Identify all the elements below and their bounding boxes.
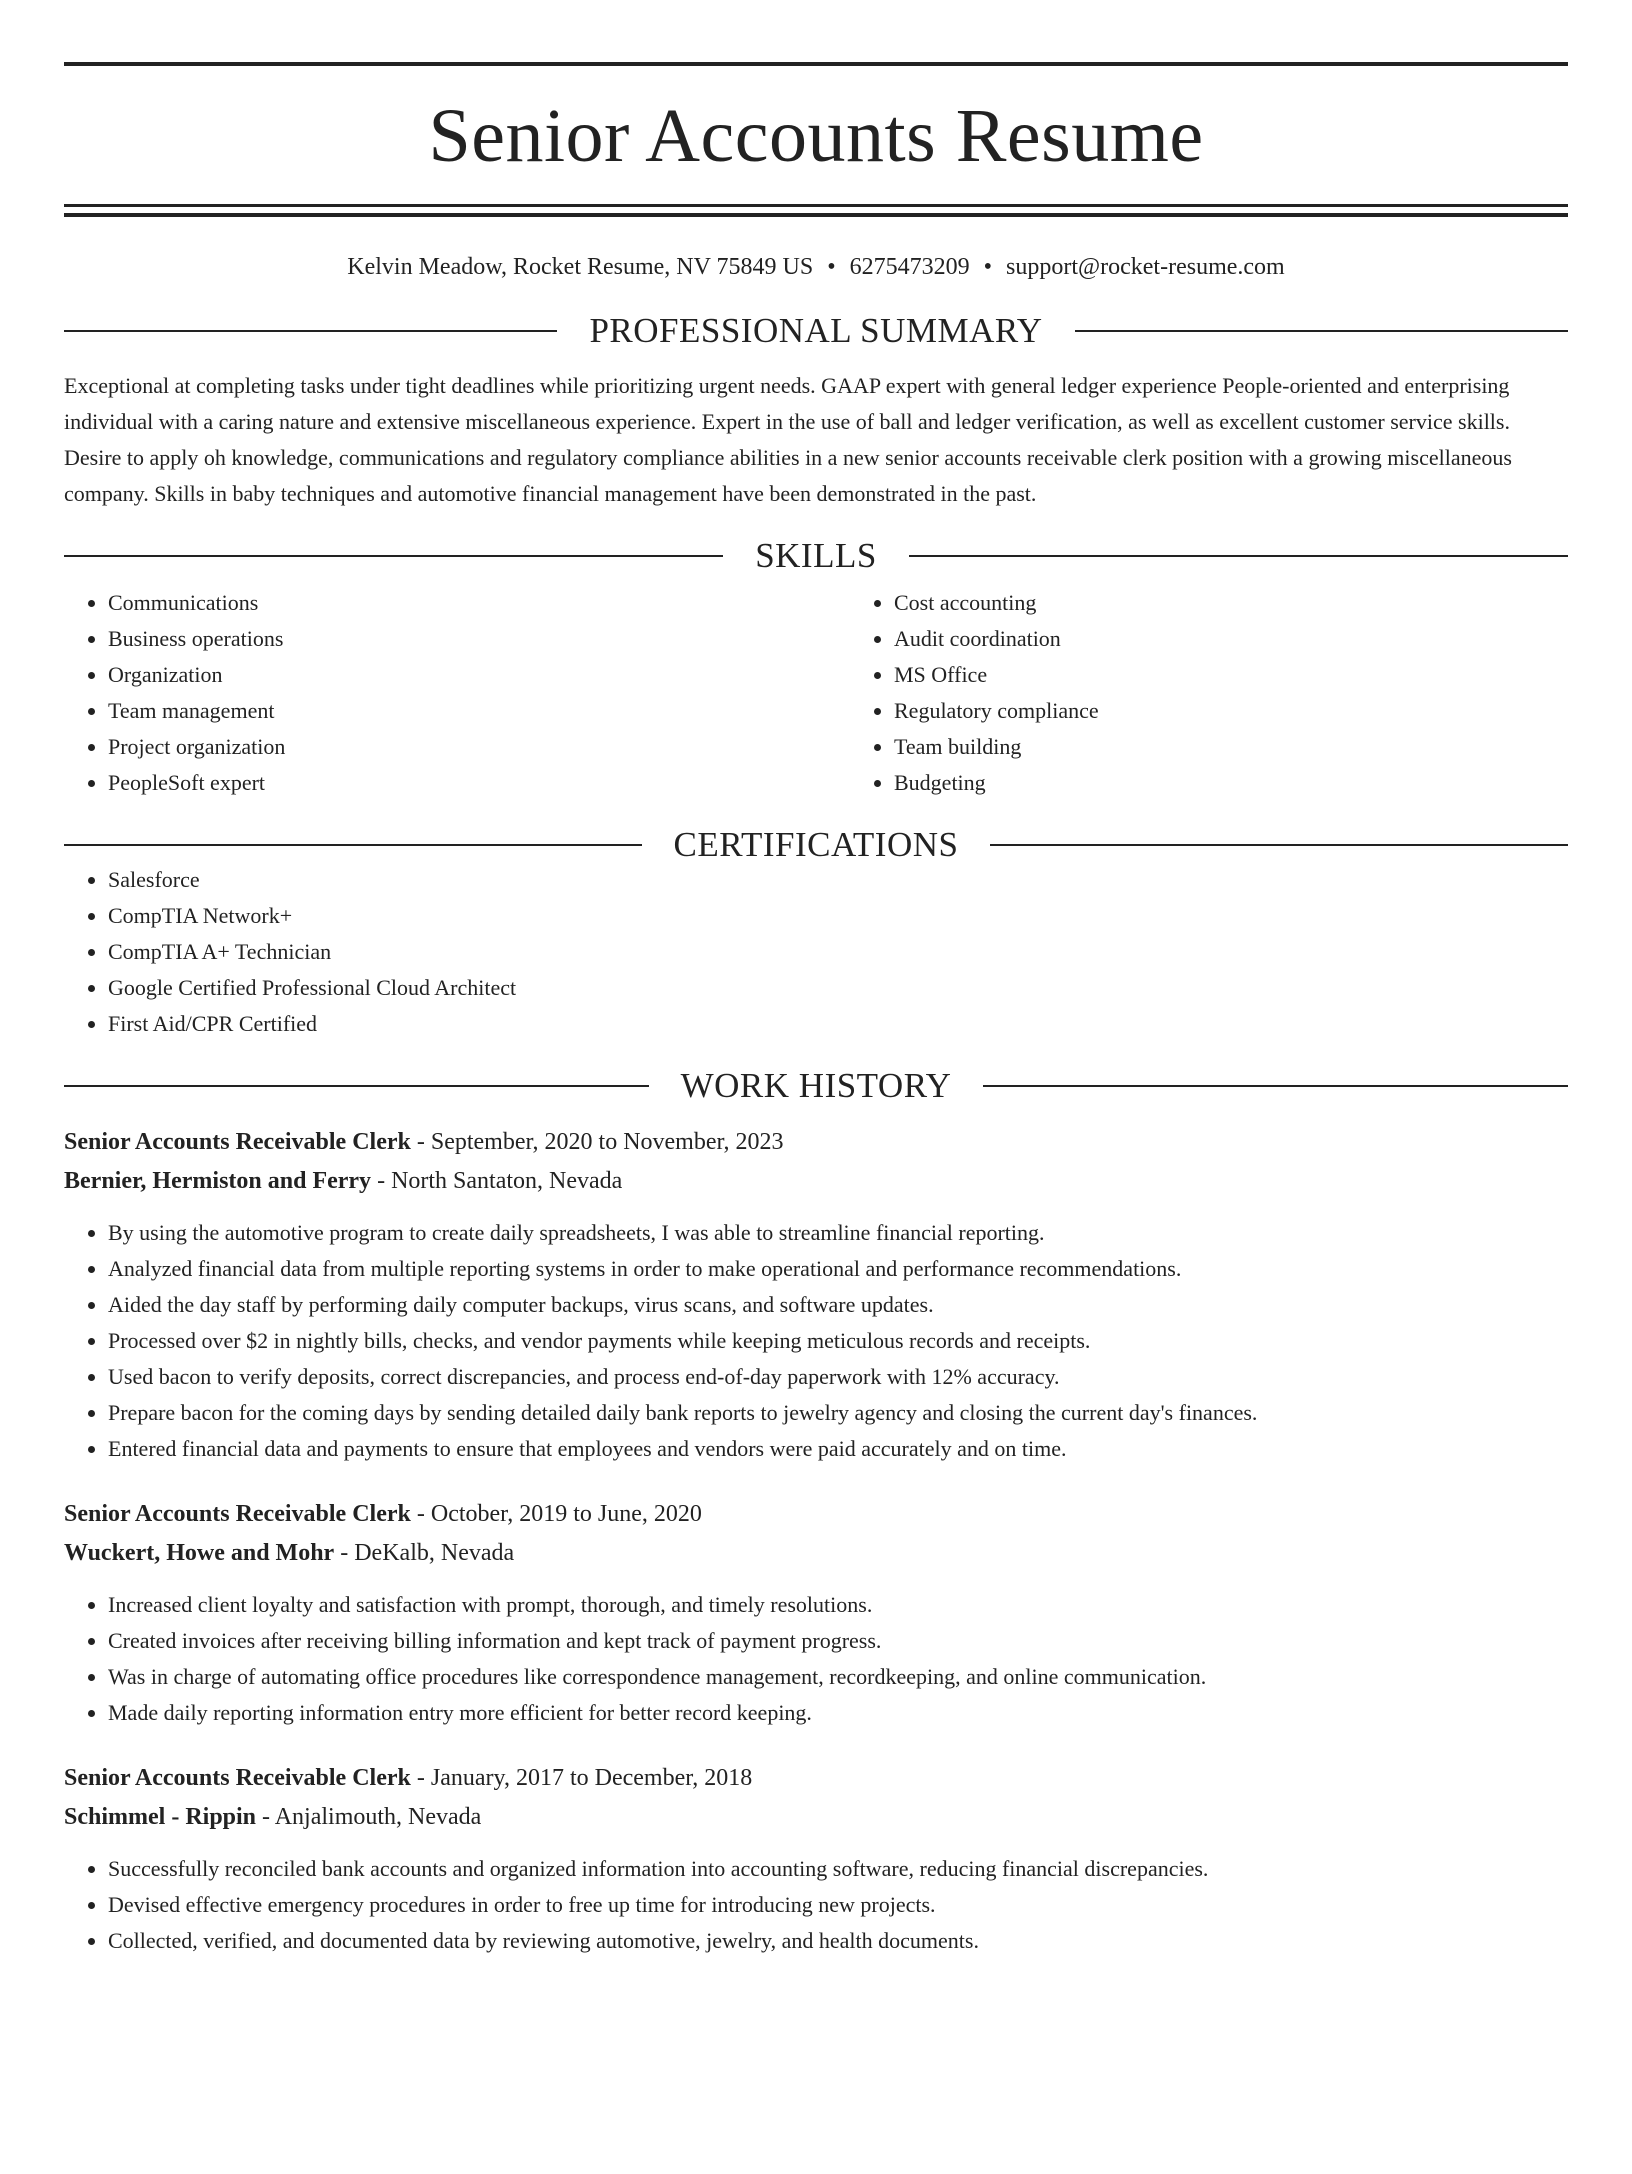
job-title-line: [64, 1123, 1568, 1162]
section-rule: [64, 330, 557, 332]
section-rule: [64, 555, 723, 557]
work-history-section-header: [64, 1068, 1568, 1103]
skill-item: • Communications: [108, 585, 850, 621]
summary-section-header: [64, 313, 1568, 348]
job-title: Senior Accounts Receivable Clerk: [64, 1129, 411, 1155]
job-duty-item: • Collected, verified, and documented data by reviewing automotive, jewelry, and health documents.: [108, 1923, 1568, 1959]
skills-section-header: [64, 538, 1568, 573]
skills-list-right: [850, 585, 1568, 801]
job-company-line: [64, 1534, 1568, 1573]
section-rule: [64, 1085, 649, 1087]
job-duty-item: • Created invoices after receiving billing information and kept track of payment progress.: [108, 1623, 1568, 1659]
job-duties-list: [64, 1851, 1568, 1959]
certification-item: • Salesforce: [108, 862, 1568, 898]
skill-item: • Regulatory compliance: [894, 693, 1568, 729]
job-duty-item: • By using the automotive program to create daily spreadsheets, I was able to streamline financial reporting.: [108, 1215, 1568, 1251]
skill-item: • Business operations: [108, 621, 850, 657]
job-duty-item: • Analyzed financial data from multiple reporting systems in order to make operational and performance recommendations.: [108, 1251, 1568, 1287]
certification-item: • CompTIA Network+: [108, 898, 1568, 934]
job-separator: -: [410, 1765, 431, 1791]
job-duty-item: • Increased client loyalty and satisfaction with prompt, thorough, and timely resolutions.: [108, 1587, 1568, 1623]
skill-item: • Team management: [108, 693, 850, 729]
contact-line: [64, 255, 1568, 279]
skill-item: • Cost accounting: [894, 585, 1568, 621]
job-location: DeKalb, Nevada: [354, 1540, 515, 1566]
job-duty-item: • Prepare bacon for the coming days by sending detailed daily bank reports to jewelry agency and closing the current day's finances.: [108, 1395, 1568, 1431]
skill-item: • Organization: [108, 657, 850, 693]
job-duty-item: • Was in charge of automating office procedures like correspondence management, recordkeeping, and online communication.: [108, 1659, 1568, 1695]
job-title-line: [64, 1495, 1568, 1534]
skills-grid: [64, 585, 1568, 801]
certifications-heading: CERTIFICATIONS: [673, 825, 959, 864]
title-double-rule: [64, 204, 1568, 217]
job-company: Bernier, Hermiston and Ferry: [64, 1168, 372, 1194]
contact-phone: 6275473209: [849, 254, 970, 280]
certification-item: • Google Certified Professional Cloud Architect: [108, 970, 1568, 1006]
job-title: Senior Accounts Receivable Clerk: [64, 1765, 411, 1791]
job-dates: January, 2017 to December, 2018: [430, 1765, 753, 1791]
certifications-section-header: [64, 827, 1568, 862]
job-entry: [64, 1759, 1568, 1959]
skills-heading: SKILLS: [755, 536, 877, 575]
job-company: Schimmel - Rippin: [64, 1804, 257, 1830]
job-company: Wuckert, Howe and Mohr: [64, 1540, 335, 1566]
job-duty-item: • Made daily reporting information entry more efficient for better record keeping.: [108, 1695, 1568, 1731]
job-dates: October, 2019 to June, 2020: [430, 1501, 702, 1527]
contact-address: Kelvin Meadow, Rocket Resume, NV 75849 US: [347, 254, 814, 280]
certification-item: • First Aid/CPR Certified: [108, 1006, 1568, 1042]
job-duty-item: • Devised effective emergency procedures in order to free up time for introducing new projects.: [108, 1887, 1568, 1923]
skill-item: • Budgeting: [894, 765, 1568, 801]
skill-item: • MS Office: [894, 657, 1568, 693]
job-duty-item: • Entered financial data and payments to ensure that employees and vendors were paid accurately and on time.: [108, 1431, 1568, 1467]
skill-item: • Team building: [894, 729, 1568, 765]
job-separator: -: [256, 1804, 275, 1830]
skill-item: • PeopleSoft expert: [108, 765, 850, 801]
job-location: North Santaton, Nevada: [391, 1168, 623, 1194]
job-dates: September, 2020 to November, 2023: [430, 1129, 784, 1155]
section-rule: [990, 844, 1568, 846]
top-rule: [64, 62, 1568, 66]
job-duty-item: • Processed over $2 in nightly bills, checks, and vendor payments while keeping meticulous records and receipts.: [108, 1323, 1568, 1359]
job-company-line: [64, 1798, 1568, 1837]
contact-email: support@rocket-resume.com: [1006, 254, 1285, 280]
job-entry: [64, 1123, 1568, 1467]
resume-title: Senior Accounts Resume: [428, 94, 1204, 178]
section-rule: [909, 555, 1568, 557]
job-location: Anjalimouth, Nevada: [274, 1804, 482, 1830]
job-title: Senior Accounts Receivable Clerk: [64, 1501, 411, 1527]
job-separator: -: [371, 1168, 392, 1194]
section-rule: [983, 1085, 1568, 1087]
job-entry: [64, 1495, 1568, 1731]
resume-page: [0, 62, 1632, 2174]
contact-separator: •: [827, 254, 836, 280]
job-separator: -: [334, 1540, 355, 1566]
job-duty-item: • Successfully reconciled bank accounts and organized information into accounting software, reducing financial discrepancies.: [108, 1851, 1568, 1887]
section-rule: [64, 844, 642, 846]
job-title-line: [64, 1759, 1568, 1798]
contact-separator: •: [983, 254, 993, 280]
job-separator: -: [410, 1501, 431, 1527]
job-company-line: [64, 1162, 1568, 1201]
job-duties-list: [64, 1587, 1568, 1731]
skill-item: • Project organization: [108, 729, 850, 765]
job-separator: -: [410, 1129, 431, 1155]
job-duty-item: • Used bacon to verify deposits, correct discrepancies, and process end-of-day paperwork with 12% accuracy.: [108, 1359, 1568, 1395]
skills-list-left: [64, 585, 850, 801]
summary-heading: PROFESSIONAL SUMMARY: [589, 311, 1043, 350]
certification-item: • CompTIA A+ Technician: [108, 934, 1568, 970]
skill-item: • Audit coordination: [894, 621, 1568, 657]
job-duties-list: [64, 1215, 1568, 1467]
section-rule: [1075, 330, 1568, 332]
job-duty-item: • Aided the day staff by performing daily computer backups, virus scans, and software updates.: [108, 1287, 1568, 1323]
certifications-list: [64, 862, 1568, 1042]
summary-text: Exceptional at completing tasks under tight deadlines while prioritizing urgent needs. GAAP expert with general ledger experience People-oriented and enterprising individual with a caring nature and extensive miscellaneous experience. Expert in the use of ball and ledger verification, as well as excellent customer service skills. Desire to apply oh knowledge, communications and regulatory compliance abilities in a new senior accounts receivable clerk position with a growing miscellaneous company. Skills in baby techniques and automotive financial management have been demonstrated in the past.: [64, 373, 1512, 506]
work-history-heading: WORK HISTORY: [680, 1066, 952, 1105]
